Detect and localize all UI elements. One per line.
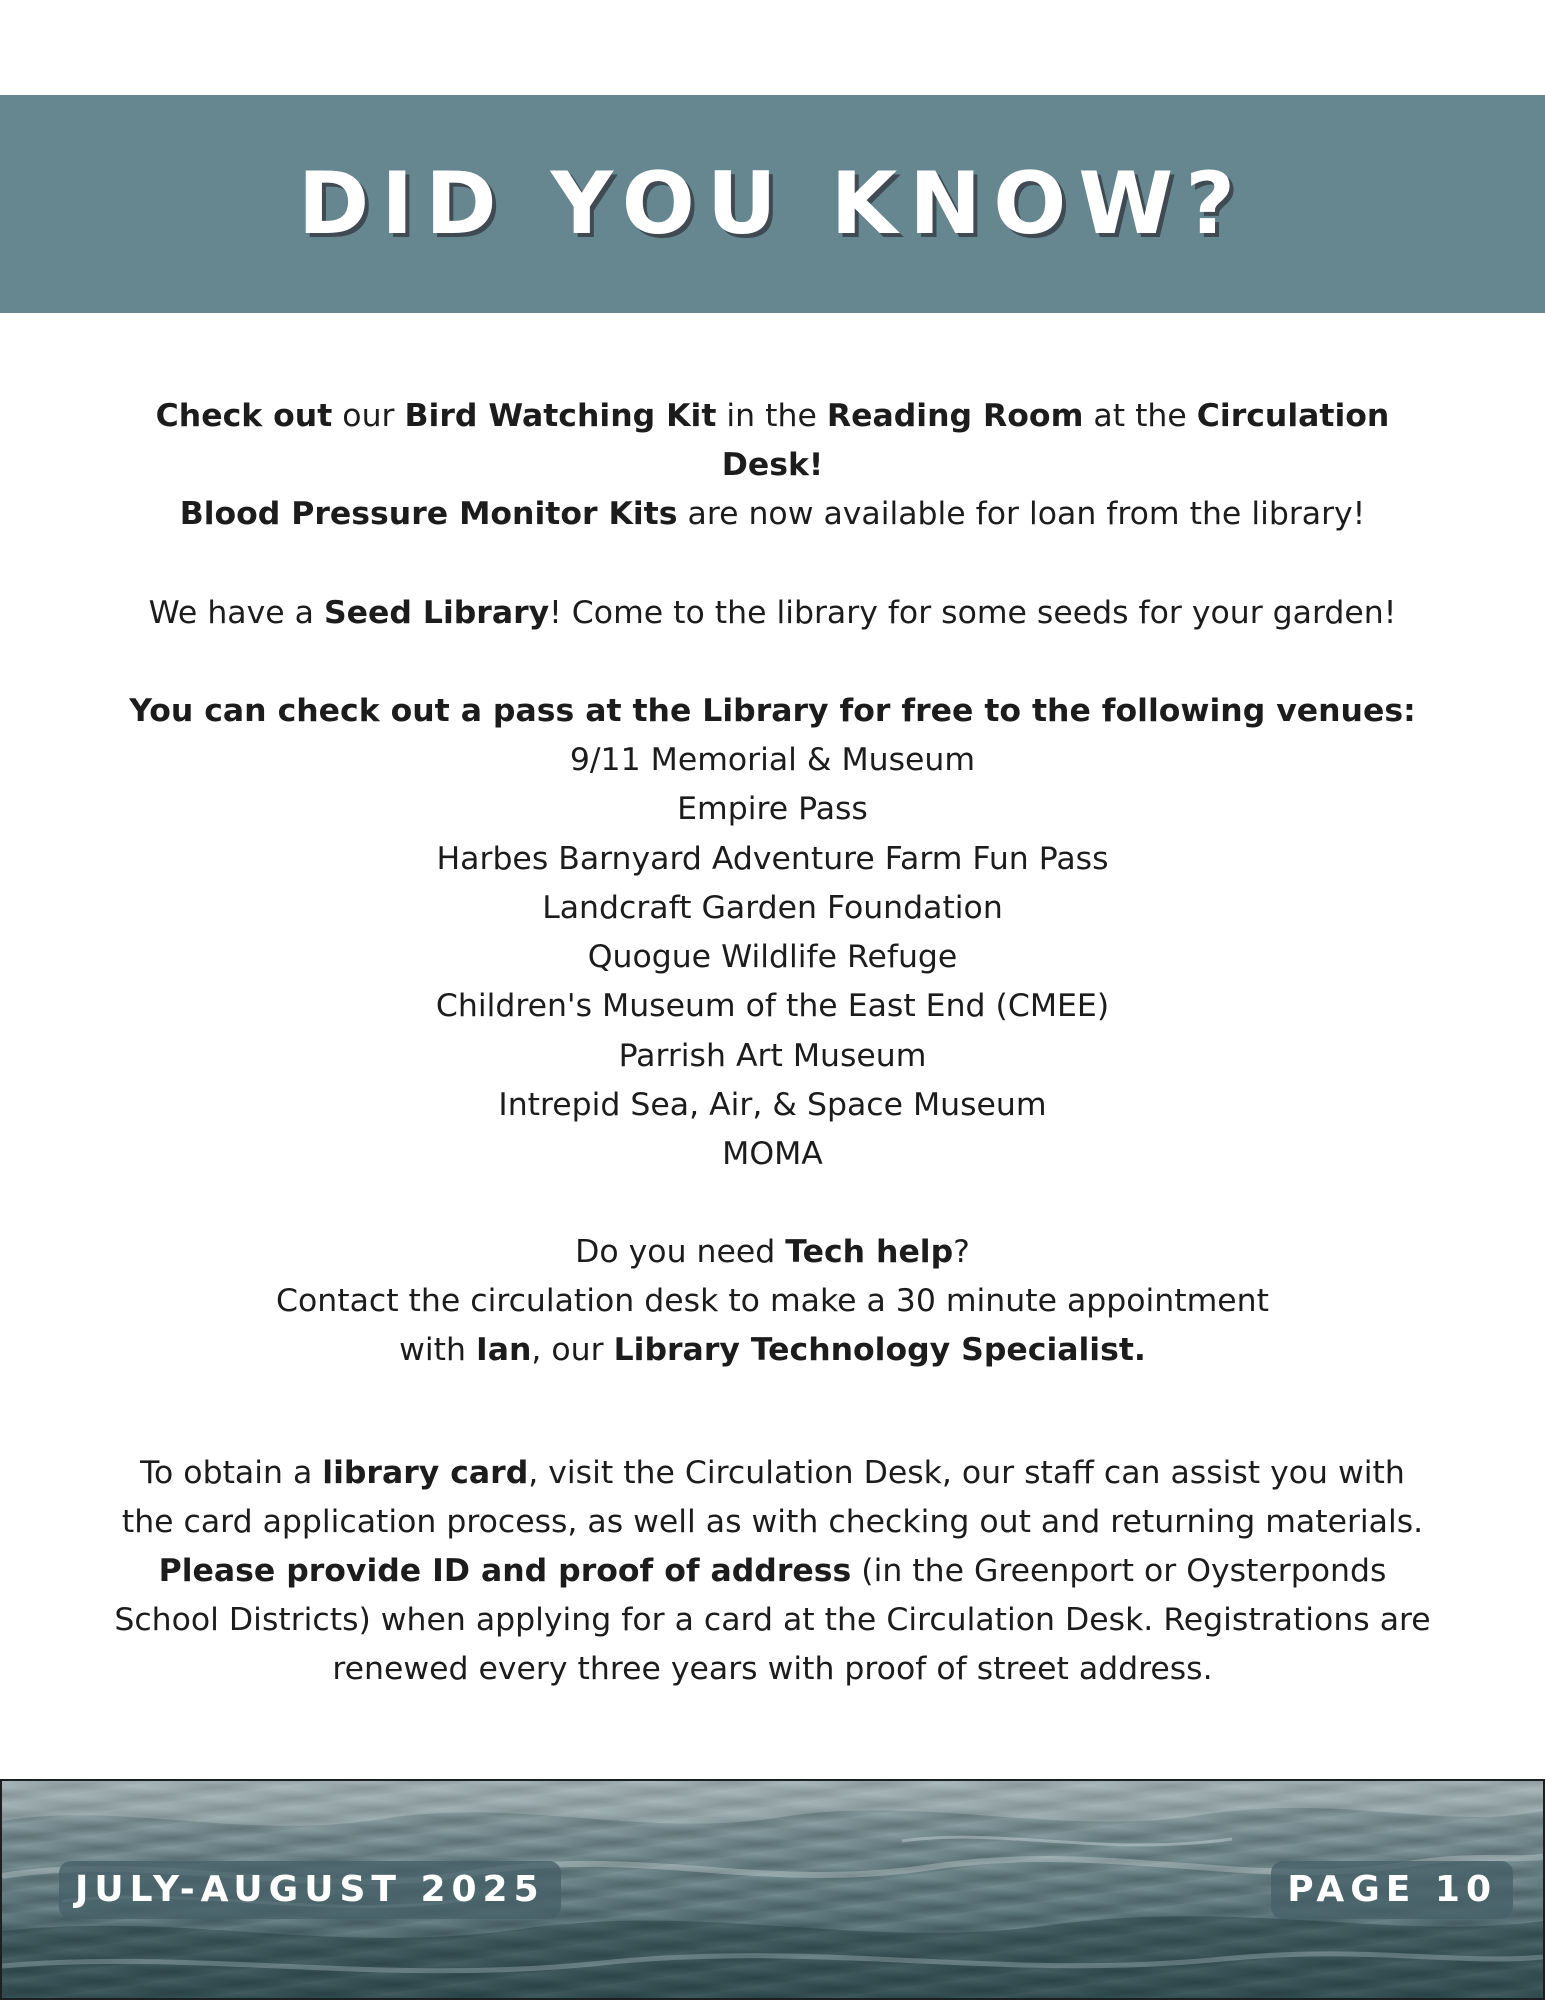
bird-kit-notice <box>110 392 1435 490</box>
tech-help-notice <box>110 1228 1435 1375</box>
notice-text: , visit the Circulation Desk, our staff can assist you with the card application process, as well as with checking out and returning materials. <box>121 1455 1424 1540</box>
footer-banner <box>0 1779 1545 2000</box>
page-number-label: PAGE 10 <box>1271 1861 1513 1919</box>
seed-library-notice <box>110 589 1435 638</box>
notice-bold-text: library card <box>322 1455 529 1491</box>
notice-text: are now available for loan from the library! <box>677 496 1366 532</box>
blood-pressure-notice <box>110 490 1435 539</box>
page-title: DID YOU KNOW? <box>297 154 1248 254</box>
venue-item: Harbes Barnyard Adventure Farm Fun Pass <box>436 840 1109 877</box>
passes-heading <box>110 687 1435 736</box>
venue-item: Intrepid Sea, Air, & Space Museum <box>498 1087 1047 1124</box>
notice-text: in the <box>716 398 827 434</box>
notice-text: Contact the circulation desk to make a 30 minute appointment <box>275 1283 1269 1319</box>
notice-text: Do you need <box>575 1234 786 1270</box>
venue-item: 9/11 Memorial & Museum <box>569 742 976 778</box>
notice-bold-text: Library Technology Specialist. <box>613 1332 1146 1368</box>
passes-heading-text: You can check out a pass at the Library for free to the following venues: <box>129 693 1416 729</box>
venue-list <box>110 736 1435 1180</box>
notice-text: (in the Greenport or Oysterponds School Districts) when applying for a card at the Circulation Desk. Registrations are renewed every three years with proof of street address. <box>114 1553 1431 1687</box>
notice-bold-text: Ian <box>475 1332 532 1368</box>
notice-bold-text: Blood Pressure Monitor Kits <box>179 496 678 532</box>
notice-text: at the <box>1083 398 1197 434</box>
notice-text: with <box>399 1332 476 1368</box>
header-banner <box>0 95 1545 313</box>
notice-text: ? <box>953 1234 970 1270</box>
venue-item: Landcraft Garden Foundation <box>542 889 1003 926</box>
notice-bold-text: Check out <box>155 398 333 434</box>
venue-item: Empire Pass <box>677 791 868 828</box>
venue-item: Children's Museum of the East End (CMEE) <box>435 988 1110 1025</box>
notice-text: We have a <box>148 595 324 631</box>
notice-bold-text: Tech help <box>785 1234 954 1270</box>
notice-text: , our <box>531 1332 614 1368</box>
library-card-notice <box>110 1449 1435 1694</box>
notice-text: To obtain a <box>140 1455 323 1491</box>
venue-item: MOMA <box>722 1136 823 1173</box>
notice-bold-text: Please provide ID and proof of address <box>158 1553 852 1589</box>
notice-bold-text: Reading Room <box>826 398 1084 434</box>
notice-bold-text: Circulation Desk! <box>721 398 1390 483</box>
venue-item: Quogue Wildlife Refuge <box>587 939 958 976</box>
notice-bold-text: Bird Watching Kit <box>404 398 717 434</box>
issue-date-label: JULY-AUGUST 2025 <box>59 1861 561 1919</box>
notice-text: our <box>332 398 405 434</box>
notice-text: ! Come to the library for some seeds for your garden! <box>549 595 1397 631</box>
notice-bold-text: Seed Library <box>323 595 550 631</box>
venue-item: Parrish Art Museum <box>618 1037 927 1074</box>
